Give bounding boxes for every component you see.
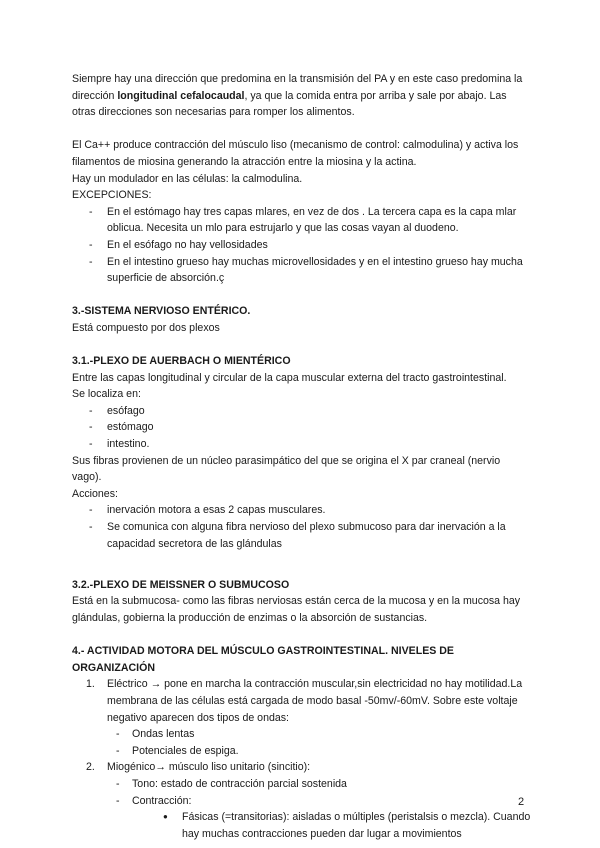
list-item: - Se comunica con alguna fibra nervioso del plexo submucoso para dar inervación a la capacidad secretora de las glándulas (72, 519, 532, 552)
section-3-2-text: Está en la submucosa- como las fibras nerviosas están cerca de la mucosa y en la mucosa hay glándulas, gobierna la producción de enzimas o la absorción de sustancias. (72, 595, 521, 624)
list-item: - En el intestino grueso hay muchas microvellosidades y en el intestino grueso hay mucha superficie de absorción.ç (72, 254, 532, 287)
location-list (72, 403, 532, 453)
list-item: - estómago (72, 419, 532, 436)
levels-list (72, 676, 532, 842)
list-item (72, 676, 532, 759)
item-text: Miogénico→ músculo liso unitario (sincitio): (107, 761, 311, 774)
page-content (72, 71, 532, 842)
page-number: 2 (518, 796, 525, 808)
intro-text-b: , ya que la comida entra por arriba y sale por abajo. Las otras direcciones son necesarias para romper los alimentos. (72, 89, 507, 119)
actions-label: Acciones: (72, 487, 118, 500)
list-item (72, 759, 532, 842)
exceptions-list (72, 204, 532, 287)
myogenic-list (107, 776, 532, 842)
intro-paragraph-3: Hay un modulador en las células: la calmodulina. (72, 172, 303, 185)
intro-paragraph-2: El Ca++ produce contracción del músculo liso (mecanismo de control: calmodulina) y activa los filamentos de miosina generando la atracción entre la miosina y la actina. (72, 139, 519, 168)
list-item: - Potenciales de espiga. (107, 743, 532, 760)
item-text: Eléctrico → pone en marcha la contracción muscular,sin electricidad no hay motilidad.La membrana de las células está cargada de modo basal -50mv/-60mV. Sobre este voltaje negativo aparecen dos tipos de ondas: (107, 678, 523, 724)
contraction-list (132, 809, 532, 842)
exceptions-label: EXCEPCIONES: (72, 189, 152, 202)
list-item: - esófago (72, 403, 532, 420)
list-item: - En el estómago hay tres capas mlares, en vez de dos . La tercera capa es la capa mlar oblicua. Necesita un mlo para estrujarlo y que las cosas vayan al duodeno. (72, 204, 532, 237)
list-item: - inervación motora a esas 2 capas musculares. (72, 502, 532, 519)
item-number: 2. (86, 761, 95, 774)
wave-types-list (107, 726, 532, 759)
actions-list (72, 502, 532, 552)
intro-paragraph-1 (72, 71, 532, 121)
list-item (107, 793, 532, 843)
list-item: - intestino. (72, 436, 532, 453)
location-label: Se localiza en: (72, 388, 141, 401)
section-3-heading: 3.-SISTEMA NERVIOSO ENTÉRICO. (72, 305, 251, 318)
section-3-text: Está compuesto por dos plexos (72, 321, 220, 334)
item-text: Contracción: (132, 794, 192, 807)
intro-bold-term: longitudinal cefalocaudal (117, 89, 245, 102)
item-number: 1. (86, 678, 95, 691)
list-item: - En el esófago no hay vellosidades (72, 237, 532, 254)
list-item: - Ondas lentas (107, 726, 532, 743)
section-4-heading: 4.- ACTIVIDAD MOTORA DEL MÚSCULO GASTROINTESTINAL. NIVELES DE ORGANIZACIÓN (72, 645, 454, 674)
list-item: ● Fásicas (=transitorias): aisladas o múltiples (peristalsis o mezcla). Cuando hay muchas contracciones pueden dar lugar a movimientos (132, 809, 532, 842)
fibers-text: Sus fibras provienen de un núcleo parasimpático del que se origina el X par craneal (nervio vago). (72, 454, 501, 484)
intro-text-a: Siempre hay una dirección que predomina en la transmisión del PA y en este caso predomina la dirección (72, 73, 523, 102)
section-3-2-heading: 3.2.-PLEXO DE MEISSNER O SUBMUCOSO (72, 578, 290, 591)
list-item: - Tono: estado de contracción parcial sostenida (107, 776, 532, 793)
section-3-1-text: Entre las capas longitudinal y circular de la capa muscular externa del tracto gastrointestinal. (72, 371, 507, 384)
section-3-1-heading: 3.1.-PLEXO DE AUERBACH O MIENTÉRICO (72, 355, 291, 368)
